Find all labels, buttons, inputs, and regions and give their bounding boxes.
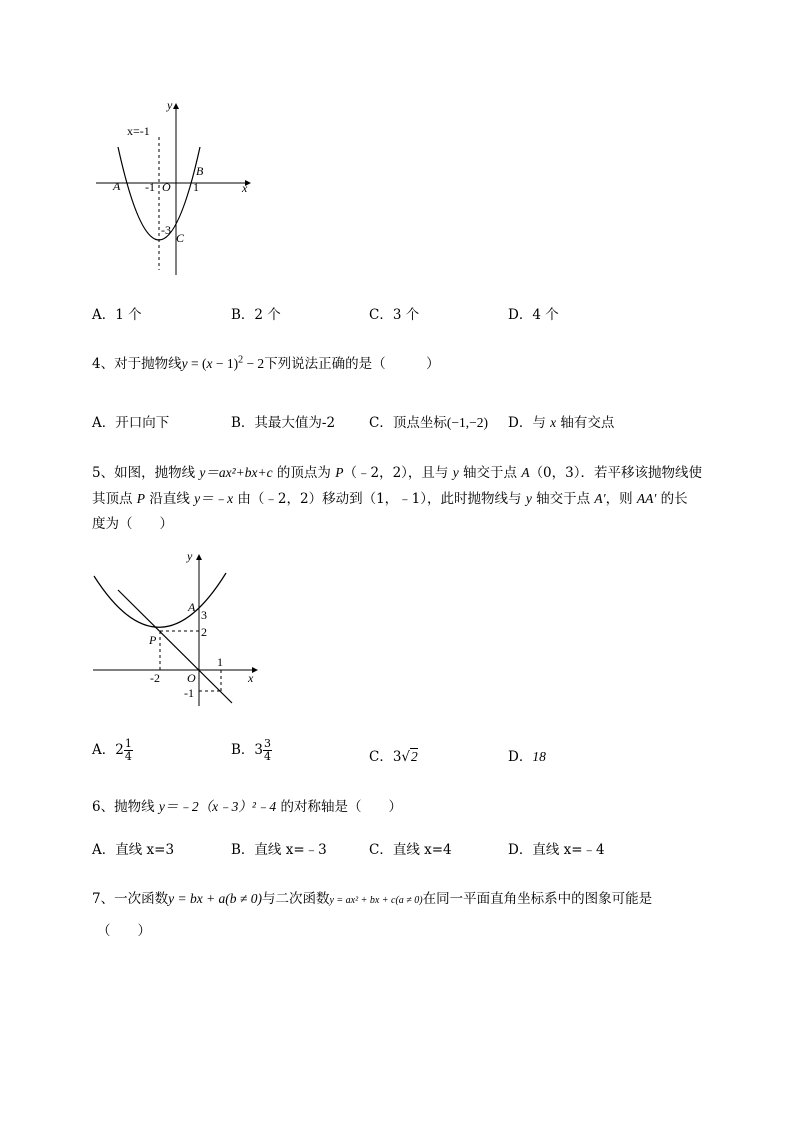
q5-option-c[interactable]: C．3√2 — [369, 749, 418, 765]
q3-option-a[interactable]: A．1 个 — [92, 307, 142, 323]
q5-option-b[interactable]: B．3 $\frac{3}{4}$ — [231, 737, 272, 763]
q5-option-a[interactable]: A．2 $\frac{1}{4}$ — [92, 737, 132, 763]
y-axis-arrow-icon — [173, 103, 179, 109]
q6-option-b[interactable]: B．直线 x=﹣3 — [231, 842, 327, 858]
tick-neg1-label: -1 — [145, 180, 155, 194]
point-a-label: A — [188, 600, 196, 614]
q4-question — [92, 352, 440, 372]
tick-neg3-label: -3 — [161, 223, 171, 237]
q5-option-d[interactable]: D．18 — [508, 749, 546, 765]
tick-1-label: 1 — [193, 180, 199, 194]
line-y-neg-x — [118, 590, 232, 703]
q6-option-d[interactable]: D．直线 x=﹣4 — [508, 842, 605, 858]
tick-1-label: 1 — [217, 655, 223, 669]
q3-option-b[interactable]: B．2 个 — [231, 307, 281, 323]
q5-line-2: 其顶点 P 沿直线 y＝﹣x 由（﹣2，2）移动到（1，﹣1），此时抛物线与 y 轴交于点 A′，则 AA′ 的长 — [92, 491, 688, 507]
y-axis-arrow-icon — [196, 554, 202, 560]
q3-option-c[interactable]: C．3 个 — [369, 307, 420, 323]
origin-label: O — [162, 180, 171, 194]
q3-option-d[interactable]: D．4 个 — [508, 307, 559, 323]
y-axis-label: y — [187, 549, 193, 563]
point-p-label: P — [149, 633, 157, 647]
q5-line-1: 5、如图，抛物线 y＝ax²+bx+c 的顶点为 P（﹣2，2），且与 y 轴交于点 A（0，3）．若平移该抛物线使 — [92, 465, 702, 481]
q4-suffix: 下列说法正确的是（ ） — [264, 356, 440, 372]
x-axis-label: x — [248, 671, 254, 685]
tick-2-label: 2 — [201, 625, 207, 639]
figure-1-parabola — [90, 95, 260, 280]
tick-neg2-label: -2 — [150, 671, 160, 685]
q4-option-b[interactable]: B．其最大值为-2 — [231, 415, 336, 431]
q6-option-c[interactable]: C．直线 x=4 — [369, 842, 452, 858]
y-axis-label: y — [167, 98, 173, 112]
x-axis-label: x — [242, 181, 248, 195]
q4-option-d[interactable]: D．与 x 轴有交点 — [508, 415, 615, 431]
q7-answer-blank: （ ） — [97, 923, 151, 939]
figure-2-parabola-line — [90, 548, 265, 708]
origin-label: O — [187, 671, 196, 685]
q4-prefix: 4、对于抛物线 — [92, 356, 182, 372]
point-b-label: B — [196, 164, 204, 178]
q5-line-3: 度为（ ） — [92, 516, 173, 532]
q6-option-a[interactable]: A．直线 x=3 — [92, 842, 175, 858]
tick-3-label: 3 — [201, 608, 207, 622]
point-a-label: A — [113, 179, 121, 193]
point-c-label: C — [176, 231, 185, 245]
tick-neg1-label: -1 — [184, 686, 194, 700]
q4-formula: $y = (x - 1)^2 - 2$ — [181, 354, 265, 371]
axis-line-label: x=-1 — [127, 124, 150, 138]
q6-question: 6、抛物线 y＝﹣2（x﹣3）²﹣4 的对称轴是（ ） — [92, 799, 402, 815]
q7-question: 7、一次函数y = bx + a(b ≠ 0)与二次函数y = ax² + bx + c(a ≠ 0)在同一平面直角坐标系中的图象可能是 — [92, 891, 653, 907]
q4-option-c[interactable]: C．顶点坐标(−1,−2) — [369, 415, 488, 431]
q4-option-a[interactable]: A．开口向下 — [92, 415, 170, 431]
